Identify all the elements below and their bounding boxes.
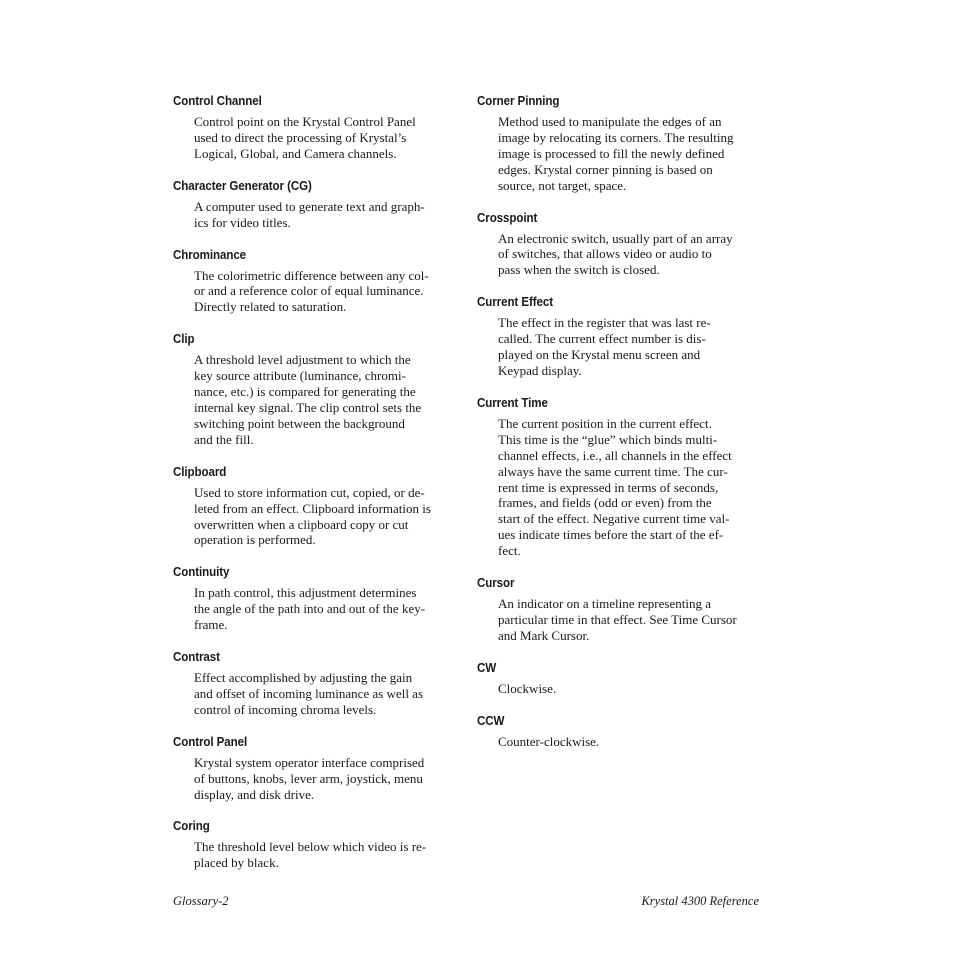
definition-line: Clockwise. xyxy=(498,680,557,696)
definition-line: or and a reference color of equal luminance. xyxy=(194,283,424,299)
glossary-term: Continuity xyxy=(173,565,230,580)
glossary-entry xyxy=(477,574,767,644)
glossary-term: Coring xyxy=(173,819,210,834)
definition-line: channel effects, i.e., all channels in the effect xyxy=(498,447,732,463)
glossary-term: Cursor xyxy=(477,576,515,591)
definition-line: fect. xyxy=(498,543,521,559)
definition-line: particular time in that effect. See Time Cursor xyxy=(498,611,737,627)
definition-line: overwritten when a clipboard copy or cut xyxy=(194,516,409,532)
glossary-term: Current Time xyxy=(477,395,548,410)
glossary-term: Control Channel xyxy=(173,94,262,108)
glossary-entry xyxy=(477,394,767,559)
definition-line: control of incoming chroma levels. xyxy=(194,701,377,717)
definition-line: This time is the “glue” which binds multi- xyxy=(498,431,718,447)
definition-line: A threshold level adjustment to which the xyxy=(194,352,411,368)
glossary-definition xyxy=(498,681,767,697)
definition-line: Keypad display. xyxy=(498,362,582,378)
definition-line: A computer used to generate text and graph- xyxy=(194,198,425,214)
glossary-definition xyxy=(498,231,767,279)
definition-line: key source attribute (luminance, chromi- xyxy=(194,368,406,384)
glossary-entry xyxy=(173,330,463,447)
glossary-definition xyxy=(194,755,463,803)
glossary-definition xyxy=(194,839,463,871)
definition-line: frame. xyxy=(194,617,228,633)
glossary-definition xyxy=(498,114,767,194)
glossary-definition xyxy=(498,315,767,379)
glossary-definition xyxy=(194,114,463,162)
glossary-term: Clipboard xyxy=(173,464,227,479)
glossary-entry xyxy=(477,659,767,697)
definition-line: ics for video titles. xyxy=(194,214,291,230)
glossary-definition xyxy=(498,416,767,559)
definition-line: Counter-clockwise. xyxy=(498,733,600,749)
glossary-entry xyxy=(477,712,767,750)
definition-line: Used to store information cut, copied, or de- xyxy=(194,484,425,500)
definition-line: and offset of incoming luminance as well as xyxy=(194,685,424,701)
definition-line: Krystal system operator interface comprised xyxy=(194,754,425,770)
glossary-entry xyxy=(477,293,767,379)
definition-line: The threshold level below which video is re- xyxy=(194,839,427,855)
definition-line: image by relocating its corners. The resulting xyxy=(498,129,734,145)
definition-line: source, not target, space. xyxy=(498,177,627,193)
glossary-definition xyxy=(498,734,767,750)
definition-line: The current position in the current effect. xyxy=(498,415,712,431)
glossary-definition xyxy=(194,485,463,549)
definition-line: always have the same current time. The cur- xyxy=(498,463,728,479)
definition-line: ues indicate times before the start of the ef- xyxy=(498,527,724,543)
glossary-entry xyxy=(173,733,463,803)
definition-line: frames, and fields (odd or even) from the xyxy=(498,495,712,511)
definition-line: and Mark Cursor. xyxy=(498,627,590,643)
definition-line: An electronic switch, usually part of an array xyxy=(498,230,733,246)
definition-line: operation is performed. xyxy=(194,532,316,548)
glossary-term: Contrast xyxy=(173,650,220,665)
definition-line: start of the effect. Negative current time val- xyxy=(498,511,730,527)
definition-line: image is processed to fill the newly defined xyxy=(498,145,725,161)
definition-line: The colorimetric difference between any col- xyxy=(194,267,429,283)
definition-line: played on the Krystal menu screen and xyxy=(498,347,701,363)
glossary-column-left xyxy=(173,92,463,886)
glossary-term: CCW xyxy=(477,713,505,728)
glossary-term: Clip xyxy=(173,332,195,347)
glossary-definition xyxy=(194,352,463,447)
definition-line: rent time is expressed in terms of seconds, xyxy=(498,479,719,495)
glossary-term: Corner Pinning xyxy=(477,94,560,108)
definition-line: of switches, that allows video or audio to xyxy=(498,246,712,262)
definition-line: edges. Krystal corner pinning is based on xyxy=(498,161,713,177)
definition-line: internal key signal. The clip control sets the xyxy=(194,399,422,415)
definition-line: leted from an effect. Clipboard information is xyxy=(194,500,431,516)
glossary-definition xyxy=(194,268,463,316)
glossary-entry xyxy=(173,92,463,162)
definition-line: called. The current effect number is dis- xyxy=(498,331,706,347)
glossary-term: Current Effect xyxy=(477,295,553,310)
glossary-entry xyxy=(173,817,463,871)
glossary-entry xyxy=(477,92,767,194)
definition-line: Logical, Global, and Camera channels. xyxy=(194,145,397,161)
definition-line: the angle of the path into and out of the key- xyxy=(194,601,426,617)
definition-line: Effect accomplished by adjusting the gain xyxy=(194,670,413,686)
definition-line: used to direct the processing of Krystal’s xyxy=(194,129,407,145)
glossary-definition xyxy=(194,199,463,231)
glossary-definition xyxy=(194,670,463,718)
definition-line: switching point between the background xyxy=(194,415,405,431)
glossary-term: Control Panel xyxy=(173,734,248,749)
glossary-term: Character Generator (CG) xyxy=(173,178,312,193)
definition-line: Control point on the Krystal Control Panel xyxy=(194,114,416,129)
definition-line: placed by black. xyxy=(194,855,279,871)
glossary-entry xyxy=(173,177,463,231)
definition-line: and the fill. xyxy=(194,431,254,447)
definition-line: The effect in the register that was last re- xyxy=(498,315,711,331)
glossary-entry xyxy=(477,209,767,279)
definition-line: In path control, this adjustment determines xyxy=(194,585,417,601)
definition-line: Directly related to saturation. xyxy=(194,299,347,315)
definition-line: display, and disk drive. xyxy=(194,786,315,802)
glossary-term: Chrominance xyxy=(173,247,247,262)
glossary-entry xyxy=(173,246,463,316)
page-number: Glossary-2 xyxy=(173,894,229,908)
definition-line: An indicator on a timeline representing a xyxy=(498,596,711,612)
definition-line: Method used to manipulate the edges of an xyxy=(498,114,722,129)
glossary-term: Crosspoint xyxy=(477,210,538,225)
glossary-definition xyxy=(194,585,463,633)
definition-line: pass when the switch is closed. xyxy=(498,262,660,278)
glossary-entry xyxy=(173,648,463,718)
definition-line: of buttons, knobs, lever arm, joystick, menu xyxy=(194,770,423,786)
glossary-entry xyxy=(173,563,463,633)
definition-line: nance, etc.) is compared for generating the xyxy=(194,384,416,400)
glossary-column-right xyxy=(477,92,767,765)
glossary-entry xyxy=(173,463,463,549)
glossary-definition xyxy=(498,596,767,644)
document-title: Krystal 4300 Reference xyxy=(641,894,759,908)
glossary-term: CW xyxy=(477,660,497,675)
